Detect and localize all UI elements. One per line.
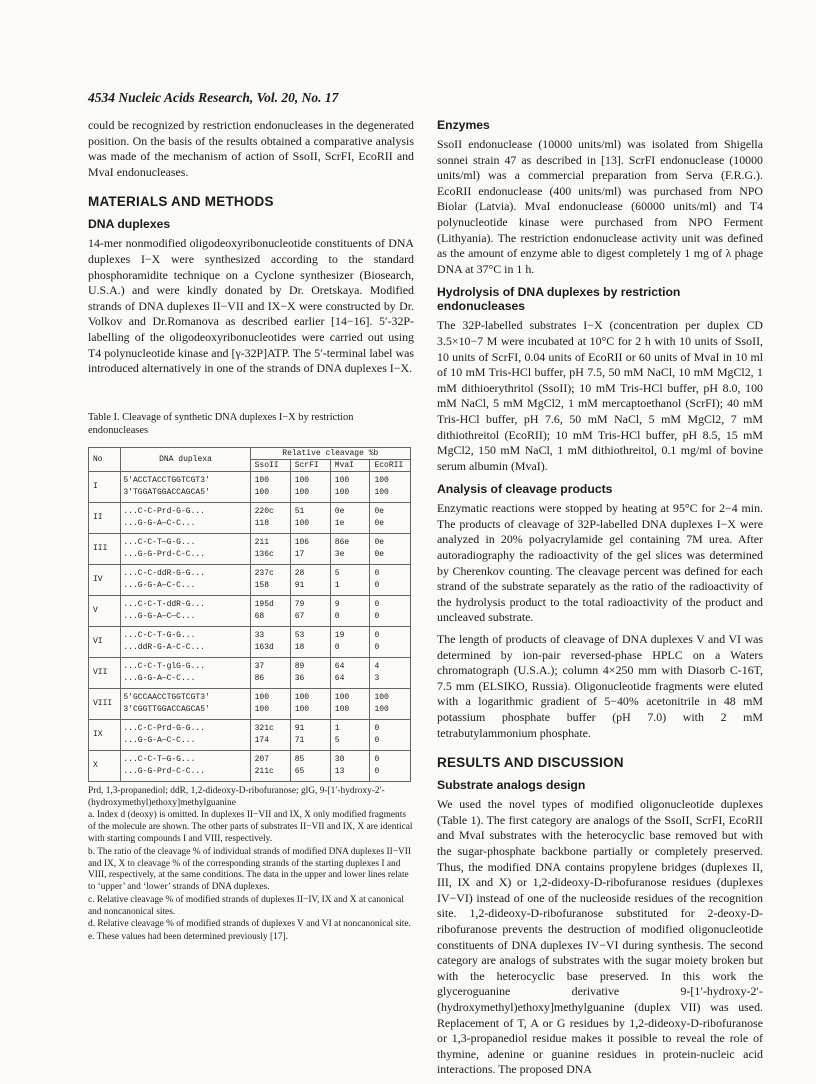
table-row bbox=[89, 750, 411, 781]
upper-value: 33 bbox=[254, 630, 265, 640]
value-cell bbox=[330, 471, 370, 502]
right-column bbox=[437, 118, 763, 1084]
lower-value: 0 bbox=[374, 642, 380, 652]
upper-value: 4 bbox=[374, 661, 380, 671]
lower-value: 100 bbox=[334, 487, 350, 497]
lower-value: 3 bbox=[374, 673, 380, 683]
lower-value: 91 bbox=[294, 580, 305, 590]
lower-strand: ...G-G-A—C-C... bbox=[123, 580, 196, 590]
upper-strand: ...C-C-T—G-G... bbox=[123, 537, 196, 547]
analysis-heading: Analysis of cleavage products bbox=[437, 482, 613, 497]
upper-value: 0 bbox=[374, 599, 380, 609]
dna-duplexes-paragraph: 14-mer nonmodified oligodeoxyribonucleotide constituents of DNA duplexes I−X were synthesized according to the standard phosphoramidite technique on a Cyclone synthesizer (Biosearch, U.S.A.) and were kindly donated by Dr. Oretskaya. Modified strands of DNA duplexes II−VII and IX−X were constructed by Dr. Volkov and Dr.Romanova as described earlier [14−16]. 5′-32P-labelling of the oligodeoxyribonucleotides were carried out using T4 polynucleotide kinase and [γ-32P]ATP. The 5′-terminal label was introduced alternatively in one of the strands of DNA duplexes I−X. bbox=[88, 236, 414, 376]
value-cell bbox=[330, 595, 370, 626]
left-column bbox=[88, 118, 414, 945]
value-cell bbox=[250, 471, 290, 502]
table-caption: Table I. Cleavage of synthetic DNA duplexes I−X by restriction endonucleases bbox=[88, 411, 354, 436]
upper-value: 100 bbox=[294, 692, 310, 702]
upper-value: 51 bbox=[294, 506, 305, 516]
row-number: IV bbox=[89, 564, 121, 595]
intro-paragraph: could be recognized by restriction endonucleases in the degenerated position. On the basis of the results obtained a comparative analysis was made of the mechanism of action of SsoII, ScrFI, EcoRII and MvaI endonucleases. bbox=[88, 118, 414, 179]
upper-value: 0 bbox=[374, 723, 380, 733]
footnote: a. Index d (deoxy) is omitted. In duplexes II−VII and IX, X only modified fragments of the molecule are shown. The other parts of substrates II−VII and IX, X are identical with starting compounds I and VIII, respectively. bbox=[88, 810, 413, 844]
table-row bbox=[89, 471, 411, 502]
footnote: c. Relative cleavage % of modified strands of duplexes II−IV, IX and X at canonical and noncanonical sites. bbox=[88, 894, 404, 917]
value-cell bbox=[250, 502, 290, 533]
lower-value: 0e bbox=[374, 549, 385, 559]
table-row bbox=[89, 719, 411, 750]
duplex-cell bbox=[121, 750, 250, 781]
upper-value: 106 bbox=[294, 537, 310, 547]
upper-value: 0e bbox=[374, 537, 385, 547]
value-cell bbox=[290, 657, 330, 688]
lower-value: 136c bbox=[254, 549, 274, 559]
lower-value: 0 bbox=[374, 766, 380, 776]
row-number: I bbox=[89, 471, 121, 502]
dna-duplexes-heading: DNA duplexes bbox=[88, 217, 171, 232]
footnote: d. Relative cleavage % of modified strands of duplexes V and VI at noncanonical site. bbox=[88, 919, 411, 930]
upper-value: 19 bbox=[334, 630, 345, 640]
lower-value: 68 bbox=[254, 611, 265, 621]
cleavage-table bbox=[88, 447, 411, 782]
upper-value: 1 bbox=[334, 723, 340, 733]
upper-strand: 5′GCCAACCTGGTCGT3′ bbox=[123, 692, 210, 702]
value-cell bbox=[330, 657, 370, 688]
lower-strand: ...G-G-A—C-C... bbox=[123, 673, 196, 683]
value-cell bbox=[330, 564, 370, 595]
value-cell bbox=[330, 719, 370, 750]
lower-value: 100 bbox=[294, 487, 310, 497]
analysis-paragraph-2: The length of products of cleavage of DNA duplexes V and VI was determined by ion-pair reversed-phase HPLC on a Waters chromatograph (U.S.A.); column 4×250 mm with Diasorb C-16T, 7.5 mm (ELSIKO, Russia). Oligonucleotide fragments were eluted with a logarithmic gradient of 5−40% acetonitrile in 48 mM potassium phosphate buffer (pH 7.0) with 2 mM tetrabutylammonium phosphate. bbox=[437, 632, 763, 740]
upper-strand: ...C-C-Prd-G-G... bbox=[123, 506, 205, 516]
value-cell bbox=[290, 750, 330, 781]
value-cell bbox=[250, 719, 290, 750]
lower-value: 0e bbox=[374, 518, 385, 528]
lower-value: 13 bbox=[334, 766, 345, 776]
table-row bbox=[89, 688, 411, 719]
value-cell bbox=[250, 626, 290, 657]
lower-strand: ...G-G-Prd-C-C... bbox=[123, 766, 205, 776]
analysis-paragraph-1: Enzymatic reactions were stopped by heating at 95°C for 2−4 min. The products of cleavage of 32P-labelled DNA duplexes I−X were analyzed in 20% polyacrylamide gel containing 7M urea. After autoradiography the radioactivity of the gel slices was determined by Cherenkov counting. The cleavage percent was defined for each strand of the substrate separately as the ratio of the radioactivity of the hydrolysis product to the total radioactivity of the product and uncleaved substrate. bbox=[437, 501, 763, 625]
upper-value: 100 bbox=[294, 475, 310, 485]
footnote: Prd, 1,3-propanediol; ddR, 1,2-dideoxy-D-ribofuranose; glG, 9-[1′-hydroxy-2′-(hydroxymethyl)ethoxy]methylguanine bbox=[88, 785, 385, 808]
value-cell bbox=[290, 688, 330, 719]
table-row bbox=[89, 595, 411, 626]
value-cell bbox=[370, 719, 411, 750]
col-duplex-header: DNA duplexa bbox=[121, 447, 250, 471]
value-cell bbox=[290, 595, 330, 626]
upper-value: 100 bbox=[254, 692, 269, 702]
lower-value: 5 bbox=[334, 735, 340, 745]
footnote: b. The ratio of the cleavage % of individual strands of modified DNA duplexes II−VII and IX, X to cleavage % of the corresponding strands of the starting duplexes I and VIII, respectively, at the same conditions. The data in the upper and lower lines relate to ‘upper’ and ‘lower’ strands of DNA duplexes. bbox=[88, 846, 411, 893]
value-cell bbox=[370, 626, 411, 657]
row-number: X bbox=[89, 750, 121, 781]
upper-value: 195d bbox=[254, 599, 274, 609]
running-header: 4534 Nucleic Acids Research, Vol. 20, No. 17 bbox=[88, 90, 339, 105]
upper-strand: ...C-C-T—G-G... bbox=[123, 754, 196, 764]
upper-value: 30 bbox=[334, 754, 345, 764]
footnote: e. These values had been determined previously [17]. bbox=[88, 932, 289, 943]
lower-value: 0 bbox=[334, 611, 340, 621]
value-cell bbox=[290, 502, 330, 533]
upper-value: 207 bbox=[254, 754, 269, 764]
lower-value: 100 bbox=[294, 704, 310, 714]
lower-value: 100 bbox=[294, 518, 310, 528]
col-group-header: Relative cleavage %b bbox=[250, 447, 410, 459]
lower-value: 158 bbox=[254, 580, 269, 590]
enzyme-header: MvaI bbox=[330, 459, 370, 471]
value-cell bbox=[290, 471, 330, 502]
lower-strand: ...G-G-A—C—C... bbox=[123, 611, 196, 621]
lower-value: 211c bbox=[254, 766, 274, 776]
value-cell bbox=[370, 595, 411, 626]
enzyme-header: ScrFI bbox=[290, 459, 330, 471]
duplex-cell bbox=[121, 688, 250, 719]
lower-value: 67 bbox=[294, 611, 305, 621]
upper-value: 91 bbox=[294, 723, 305, 733]
upper-strand: ...C-C-T-ddR-G... bbox=[123, 599, 205, 609]
duplex-cell bbox=[121, 471, 250, 502]
table-row bbox=[89, 626, 411, 657]
upper-value: 0 bbox=[374, 630, 380, 640]
value-cell bbox=[290, 564, 330, 595]
upper-value: 89 bbox=[294, 661, 305, 671]
upper-value: 79 bbox=[294, 599, 305, 609]
lower-strand: ...G-G-A—C-C... bbox=[123, 735, 196, 745]
lower-value: 86 bbox=[254, 673, 265, 683]
table-row bbox=[89, 564, 411, 595]
lower-value: 18 bbox=[294, 642, 305, 652]
upper-strand: ...C-C-T-glG-G... bbox=[123, 661, 205, 671]
value-cell bbox=[250, 595, 290, 626]
value-cell bbox=[250, 688, 290, 719]
lower-value: 118 bbox=[254, 518, 269, 528]
upper-strand: ...C-C-Prd-G-G... bbox=[123, 723, 205, 733]
lower-value: 100 bbox=[254, 487, 269, 497]
upper-value: 100 bbox=[254, 475, 269, 485]
value-cell bbox=[330, 502, 370, 533]
table-footnotes bbox=[88, 786, 414, 944]
upper-value: 86e bbox=[334, 537, 350, 547]
value-cell bbox=[370, 750, 411, 781]
lower-value: 0 bbox=[374, 735, 380, 745]
lower-strand: ...G-G-A—C-C... bbox=[123, 518, 196, 528]
duplex-cell bbox=[121, 564, 250, 595]
lower-value: 100 bbox=[254, 704, 269, 714]
lower-value: 71 bbox=[294, 735, 305, 745]
row-number: V bbox=[89, 595, 121, 626]
upper-value: 53 bbox=[294, 630, 305, 640]
upper-value: 9 bbox=[334, 599, 340, 609]
lower-value: 100 bbox=[374, 704, 389, 714]
value-cell bbox=[330, 533, 370, 564]
duplex-cell bbox=[121, 595, 250, 626]
design-heading: Substrate analogs design bbox=[437, 778, 586, 793]
value-cell bbox=[370, 564, 411, 595]
row-number: IX bbox=[89, 719, 121, 750]
row-number: VI bbox=[89, 626, 121, 657]
upper-value: 100 bbox=[374, 475, 389, 485]
upper-value: 0 bbox=[374, 568, 380, 578]
enzymes-heading: Enzymes bbox=[437, 118, 490, 132]
upper-value: 100 bbox=[334, 475, 350, 485]
lower-value: 64 bbox=[334, 673, 345, 683]
lower-value: 1e bbox=[334, 518, 345, 528]
value-cell bbox=[370, 657, 411, 688]
upper-value: 0e bbox=[374, 506, 385, 516]
lower-value: 17 bbox=[294, 549, 305, 559]
enzyme-header: SsoII bbox=[250, 459, 290, 471]
row-number: VII bbox=[89, 657, 121, 688]
lower-value: 100 bbox=[334, 704, 350, 714]
hydrolysis-paragraph: The 32P-labelled substrates I−X (concentration per duplex CD 3.5×10−7 M were incubated at 10°C for 2 h with 10 units of SsoII, 10 units of ScrFI, 0.04 units of EcoRII or 60 units of MvaI in 10 ml of 10 mM Tris-HCl buffer, pH 7.5, 50 mM NaCl, 10 mM MgCl2, 1 mM dithioerythritol (SsoII); 10 mM Tris-HCl buffer, pH 8.0, 100 mM NaCl, 5 mM MgCl2, 1 mM mercaptoethanol (ScrFI); 40 mM Tris-HCl buffer, pH 7.6, 50 mM NaCl, 5 mM MgCl2, 7 mM dithiothreitol (EcoRII); 10 mM Tris-HCl buffer, pH 8.5, 15 mM MgCl2, 150 mM NaCl, 1 mM dithiothreitol, 0.1 mg/ml of bovine serum albumin (MvaI). bbox=[437, 318, 763, 473]
lower-value: 3e bbox=[334, 549, 345, 559]
value-cell bbox=[370, 502, 411, 533]
lower-value: 174 bbox=[254, 735, 269, 745]
lower-value: 1 bbox=[334, 580, 340, 590]
enzymes-paragraph: SsoII endonuclease (10000 units/ml) was isolated from Shigella sonnei strain 47 as described in [13]. ScrFI endonuclease (10000 units/ml) was a commercial preparation from Serva (F.R.G.). EcoRII endonuclease (400 units/ml) was purchased from NPO Biolar (Latvia). MvaI endonuclease (60000 units/ml) and T4 polynucleotide kinase were purchased from NPO Ferment (Lithyania). The restriction endonuclease activity unit was defined as the amount of enzyme able to digest completely 1 mg of λ phage DNA at 37°C in 1 h. bbox=[437, 137, 763, 276]
value-cell bbox=[370, 533, 411, 564]
value-cell bbox=[330, 688, 370, 719]
value-cell bbox=[250, 657, 290, 688]
value-cell bbox=[290, 533, 330, 564]
enzyme-header: EcoRII bbox=[370, 459, 411, 471]
lower-value: 0 bbox=[374, 611, 380, 621]
lower-strand: 3′CGGTTGGACCAGCA5′ bbox=[123, 704, 210, 714]
lower-value: 36 bbox=[294, 673, 305, 683]
col-no-header: No bbox=[89, 447, 121, 471]
upper-value: 211 bbox=[254, 537, 269, 547]
design-paragraph: We used the novel types of modified oligonucleotide duplexes (Table 1). The first category are analogs of the SsoII, ScrFI, EcoRII and MvaI substrates with the heterocyclic base removed but with the sugar-phosphate backbone partially or completely preserved. Thus, the modified DNA contains propylene bridges (duplexes II, III, IX and X) or 1,2-dideoxy-D-ribofuranose residues (duplexes IV−VI) instead of one of the nucleoside residues of the recognition site. 1,2-dideoxy-D-ribofuranose substituted for 2-deoxy-D-ribofuranose prevents the destruction of modified oligonucleotide constituents of DNA duplexes IV−VI during synthesis. The second category are analogs of substrates with the sugar moiety broken but with the heterocyclic base preserved. In this work the glyceroguanine derivative 9-[1′-hydroxy-2′-(hydroxymethyl)ethoxy]methylguanine (duplex VII) was used. Replacement of T, A or G residues by 1,2-dideoxy-D-ribofuranose or 1,3-propanediol residue makes it possible to reveal the role of thymine, adenine or guanine residues in protein-nucleic acid interactions. The proposed DNA bbox=[437, 797, 763, 1077]
row-number: VIII bbox=[89, 688, 121, 719]
upper-strand: 5′ACCTACCTGGTCGT3′ bbox=[123, 475, 210, 485]
lower-strand: ...ddR-G-A-C-C... bbox=[123, 642, 205, 652]
lower-strand: ...G-G-Prd-C-C... bbox=[123, 549, 205, 559]
value-cell bbox=[370, 471, 411, 502]
upper-value: 85 bbox=[294, 754, 305, 764]
row-number: II bbox=[89, 502, 121, 533]
duplex-cell bbox=[121, 502, 250, 533]
results-heading: RESULTS AND DISCUSSION bbox=[437, 755, 624, 771]
duplex-cell bbox=[121, 533, 250, 564]
upper-value: 0 bbox=[374, 754, 380, 764]
methods-heading: MATERIALS AND METHODS bbox=[88, 194, 274, 210]
upper-value: 64 bbox=[334, 661, 345, 671]
value-cell bbox=[250, 750, 290, 781]
upper-value: 37 bbox=[254, 661, 265, 671]
lower-value: 100 bbox=[374, 487, 389, 497]
upper-value: 220c bbox=[254, 506, 274, 516]
duplex-cell bbox=[121, 626, 250, 657]
table-row bbox=[89, 533, 411, 564]
upper-strand: ...C-C-ddR-G-G... bbox=[123, 568, 205, 578]
value-cell bbox=[290, 626, 330, 657]
value-cell bbox=[250, 564, 290, 595]
lower-strand: 3′TGGATGGACCAGCA5′ bbox=[123, 487, 210, 497]
duplex-cell bbox=[121, 657, 250, 688]
duplex-cell bbox=[121, 719, 250, 750]
upper-strand: ...C-C-T-G-G... bbox=[123, 630, 196, 640]
upper-value: 5 bbox=[334, 568, 340, 578]
upper-value: 100 bbox=[334, 692, 350, 702]
value-cell bbox=[290, 719, 330, 750]
lower-value: 65 bbox=[294, 766, 305, 776]
table-row bbox=[89, 502, 411, 533]
value-cell bbox=[330, 626, 370, 657]
upper-value: 100 bbox=[374, 692, 389, 702]
upper-value: 321c bbox=[254, 723, 274, 733]
hydrolysis-heading: Hydrolysis of DNA duplexes by restriction endonucleases bbox=[437, 285, 681, 314]
table-row bbox=[89, 657, 411, 688]
value-cell bbox=[330, 750, 370, 781]
lower-value: 0 bbox=[374, 580, 380, 590]
row-number: III bbox=[89, 533, 121, 564]
upper-value: 0e bbox=[334, 506, 345, 516]
lower-value: 0 bbox=[334, 642, 340, 652]
lower-value: 163d bbox=[254, 642, 274, 652]
upper-value: 28 bbox=[294, 568, 305, 578]
value-cell bbox=[370, 688, 411, 719]
upper-value: 237c bbox=[254, 568, 274, 578]
value-cell bbox=[250, 533, 290, 564]
